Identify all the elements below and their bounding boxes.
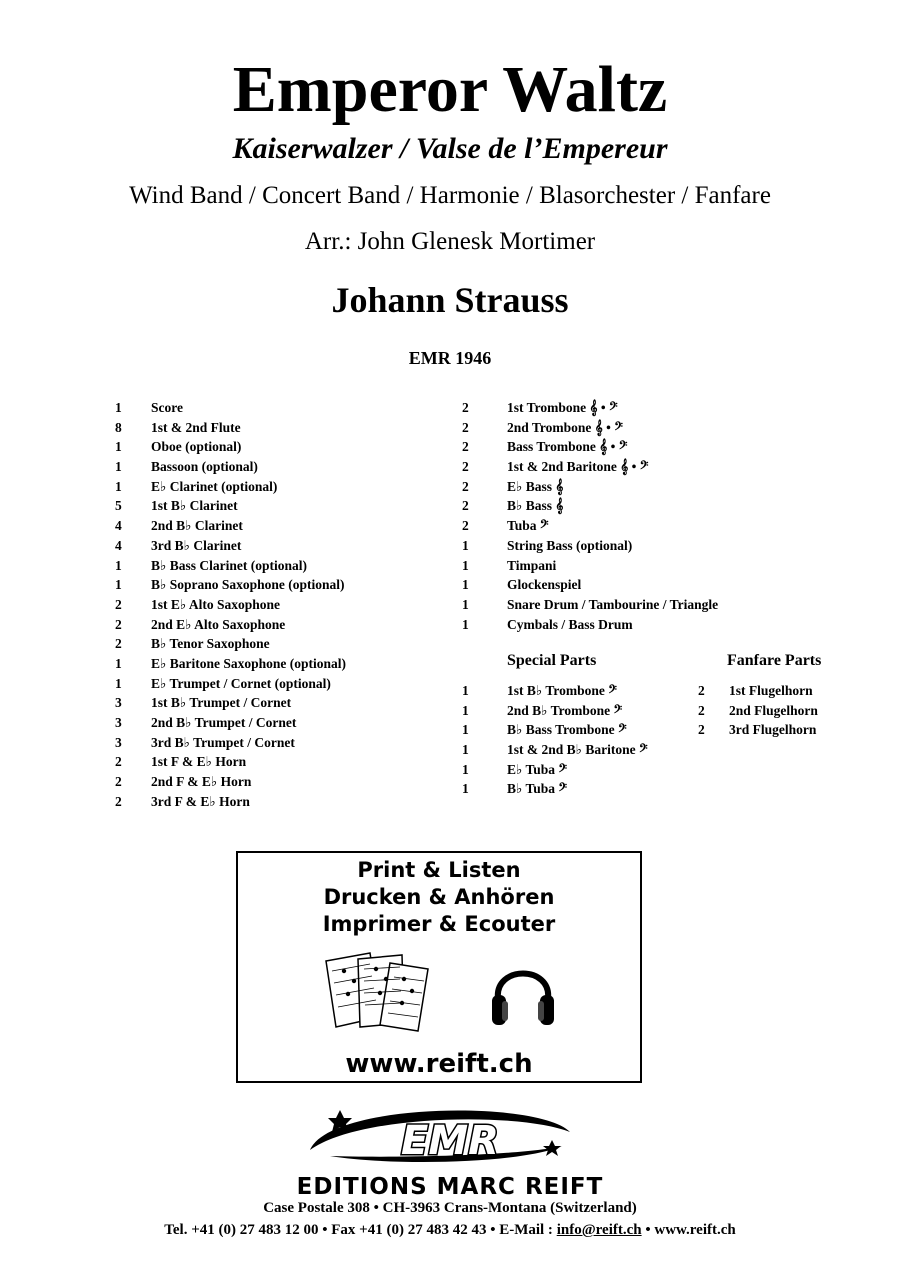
part-name: 1st Flugelhorn: [729, 683, 813, 698]
arranger: Arr.: John Glenesk Mortimer: [304, 228, 596, 255]
part-quantity: 2: [115, 636, 122, 652]
part-name: 1st & 2nd Baritone 𝄞 • 𝄢: [507, 459, 649, 475]
part-quantity: 2: [462, 478, 469, 494]
print-listen-box: [236, 851, 642, 1083]
part-quantity: 3: [115, 734, 122, 750]
part-quantity: 1: [462, 722, 469, 738]
part-name: Timpani: [507, 557, 557, 573]
part-name: B♭ Bass 𝄞: [507, 498, 564, 514]
part-name: 2nd B♭ Trumpet / Cornet: [151, 715, 297, 730]
part-name: Cymbals / Bass Drum: [507, 616, 633, 632]
part-quantity: 1: [462, 702, 469, 718]
publisher-name: EDITIONS MARC REIFT: [296, 1174, 604, 1200]
part-quantity: 1: [115, 400, 122, 415]
part-name: 2nd B♭ Trombone 𝄢: [507, 702, 623, 718]
part-name: B♭ Soprano Saxophone (optional): [151, 577, 345, 593]
instrumentation: Wind Band / Concert Band / Harmonie / Blasorchester / Fanfare: [129, 182, 771, 209]
promo-line-imprimer: Imprimer & Ecouter: [322, 912, 556, 936]
part-quantity: 2: [698, 702, 705, 718]
part-quantity: 1: [115, 459, 122, 475]
part-quantity: 1: [115, 577, 122, 593]
part-quantity: 2: [462, 400, 469, 415]
part-quantity: 1: [462, 557, 469, 573]
part-quantity: 1: [462, 683, 469, 698]
part-name: 2nd F & E♭ Horn: [151, 774, 252, 790]
part-quantity: 1: [462, 616, 469, 632]
part-name: E♭ Trumpet / Cornet (optional): [151, 675, 331, 691]
promo-line-print: Print & Listen: [357, 858, 521, 882]
part-quantity: 8: [115, 419, 122, 435]
part-quantity: 3: [115, 695, 122, 711]
part-quantity: 1: [462, 761, 469, 777]
part-quantity: 1: [462, 537, 469, 553]
part-quantity: 1: [115, 655, 122, 671]
part-name: Oboe (optional): [151, 439, 242, 455]
part-quantity: 4: [115, 518, 122, 534]
part-quantity: 1: [115, 478, 122, 494]
email-link[interactable]: info@reift.ch: [556, 1222, 642, 1238]
part-name: Bass Trombone 𝄞 • 𝄢: [507, 439, 628, 455]
part-name: 1st B♭ Clarinet: [151, 498, 238, 514]
part-name: 3rd B♭ Clarinet: [151, 537, 242, 553]
sheet-music-icon: [324, 949, 434, 1033]
contact-website: • www.reift.ch: [641, 1222, 736, 1238]
part-name: E♭ Tuba 𝄢: [507, 761, 568, 777]
part-quantity: 2: [698, 722, 705, 738]
part-name: Tuba 𝄢: [507, 518, 549, 534]
part-name: 1st B♭ Trumpet / Cornet: [151, 695, 292, 711]
part-name: 2nd Flugelhorn: [729, 702, 818, 718]
contact-phone-fax: Tel. +41 (0) 27 483 12 00 • Fax +41 (0) 27 483 42 43 • E-Mail :: [164, 1222, 557, 1238]
part-name: Snare Drum / Tambourine / Triangle: [507, 596, 719, 612]
part-name: 1st F & E♭ Horn: [151, 754, 247, 770]
part-quantity: 2: [462, 498, 469, 514]
part-quantity: 2: [462, 419, 469, 435]
publisher-address: Case Postale 308 • CH-3963 Crans-Montana (Switzerland): [263, 1200, 637, 1216]
part-name: B♭ Tuba 𝄢: [507, 781, 568, 797]
part-name: 2nd Trombone 𝄞 • 𝄢: [507, 419, 623, 435]
title: Emperor Waltz: [232, 53, 668, 126]
part-quantity: 2: [115, 774, 122, 790]
part-name: 1st B♭ Trombone 𝄢: [507, 683, 617, 698]
part-name: Score: [151, 400, 183, 415]
emr-logo: [300, 1106, 600, 1170]
part-name: 1st & 2nd B♭ Baritone 𝄢: [507, 742, 648, 758]
part-name: Glockenspiel: [507, 577, 582, 593]
part-quantity: 4: [115, 537, 122, 553]
part-name: Bassoon (optional): [151, 459, 258, 475]
part-quantity: 3: [115, 715, 122, 730]
part-name: 2nd E♭ Alto Saxophone: [151, 616, 286, 632]
part-quantity: 2: [462, 518, 469, 534]
part-quantity: 2: [462, 459, 469, 475]
part-quantity: 2: [462, 439, 469, 455]
publisher-contact: [0, 1221, 900, 1239]
part-quantity: 1: [115, 557, 122, 573]
part-name: 3rd F & E♭ Horn: [151, 793, 250, 809]
special-parts-heading: Special Parts: [507, 652, 597, 669]
part-name: E♭ Baritone Saxophone (optional): [151, 655, 347, 671]
part-quantity: 1: [115, 675, 122, 691]
part-name: 1st Trombone 𝄞 • 𝄢: [507, 400, 618, 415]
part-name: 2nd B♭ Clarinet: [151, 518, 243, 534]
composer: Johann Strauss: [331, 280, 569, 320]
part-quantity: 2: [115, 754, 122, 770]
promo-line-drucken: Drucken & Anhören: [323, 885, 555, 909]
part-quantity: 2: [115, 793, 122, 809]
part-name: E♭ Bass 𝄞: [507, 478, 564, 494]
part-name: B♭ Bass Trombone 𝄢: [507, 722, 627, 738]
part-name: 3rd Flugelhorn: [729, 722, 817, 738]
part-name: E♭ Clarinet (optional): [151, 478, 278, 494]
part-quantity: 2: [698, 683, 705, 698]
logo-text: EMR: [401, 1118, 499, 1164]
headphones-icon: [490, 951, 556, 1035]
part-name: 1st & 2nd Flute: [151, 419, 241, 435]
part-quantity: 1: [462, 742, 469, 758]
part-quantity: 5: [115, 498, 122, 514]
part-quantity: 2: [115, 596, 122, 612]
part-quantity: 2: [115, 616, 122, 632]
part-quantity: 1: [462, 781, 469, 797]
part-quantity: 1: [462, 577, 469, 593]
part-quantity: 1: [115, 439, 122, 455]
part-name: String Bass (optional): [507, 537, 633, 553]
part-name: B♭ Tenor Saxophone: [151, 636, 270, 652]
part-quantity: 1: [462, 596, 469, 612]
promo-url[interactable]: www.reift.ch: [345, 1049, 533, 1079]
fanfare-parts-heading: Fanfare Parts: [727, 652, 822, 669]
catalog-number: EMR 1946: [408, 348, 492, 368]
part-name: B♭ Bass Clarinet (optional): [151, 557, 308, 573]
part-name: 3rd B♭ Trumpet / Cornet: [151, 734, 295, 750]
subtitle: Kaiserwalzer / Valse de l’Empereur: [232, 132, 668, 165]
part-name: 1st E♭ Alto Saxophone: [151, 596, 281, 612]
